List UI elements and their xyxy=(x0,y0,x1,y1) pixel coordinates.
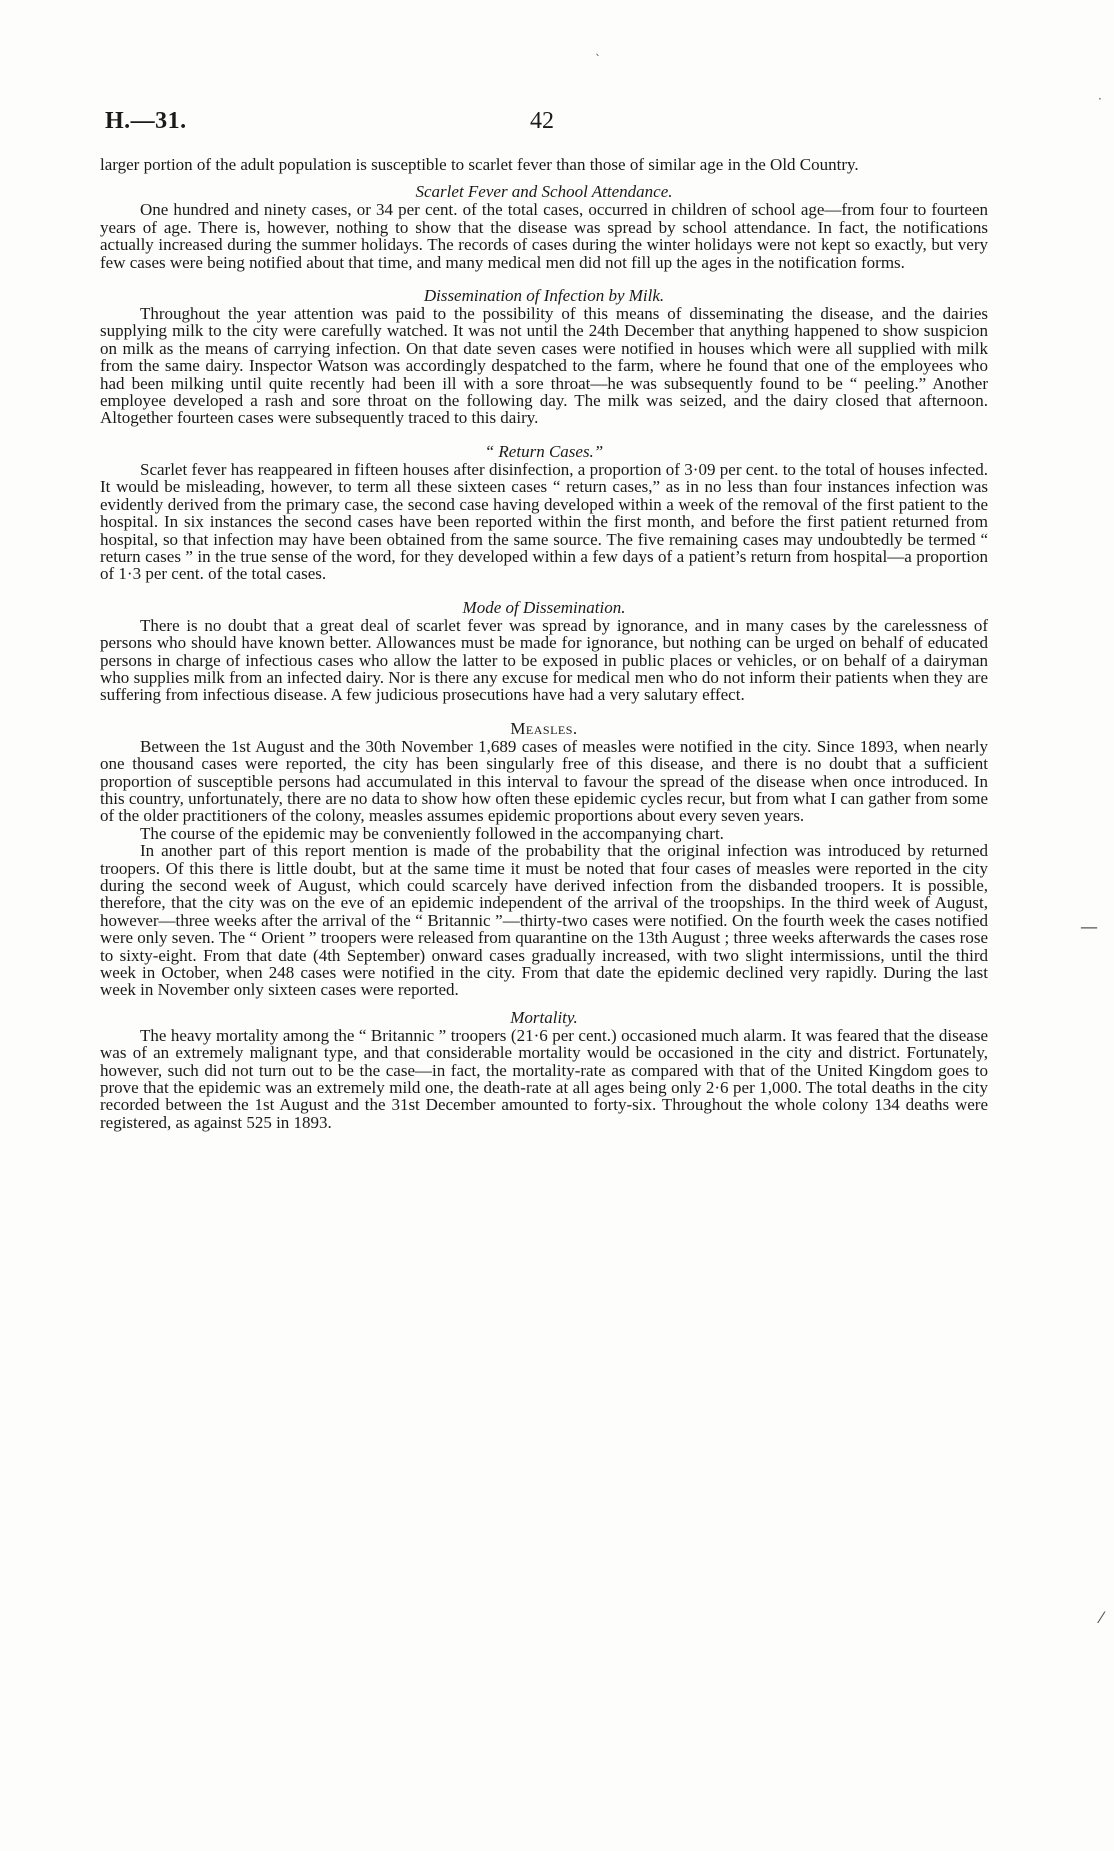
scan-mark-top-right: · xyxy=(1098,92,1102,106)
document-page xyxy=(100,108,988,1131)
section-heading-mortality: Mortality. xyxy=(510,1007,578,1027)
section-heading-return-cases: “ Return Cases.” xyxy=(484,441,604,461)
page-header xyxy=(100,108,988,146)
paragraph-measles-2: The course of the epidemic may be conveniently followed in the accompanying chart. xyxy=(140,823,724,843)
paragraph-continued: larger portion of the adult population is susceptible to scarlet fever than those of similar age in the Old Country. xyxy=(100,155,859,174)
scan-mark-right-dash: — xyxy=(1080,917,1098,938)
paragraph-school-attendance: One hundred and ninety cases, or 34 per cent. of the total cases, occurred in children of school age—from four to fourteen years of age. There is, however, nothing to show that the disease was spread by school attendance. In fact, the notifications actually increased during the summer holidays. The records of cases during the winter holidays were not kept so exactly, but very few cases were being notified about that time, and many medical men did not fill up the ages in the notification forms. xyxy=(100,200,988,272)
paragraph-measles-3: In another part of this report mention is made of the probability that the original infection was introduced by returned troopers. Of this there is little doubt, but at the same time it must be noted that four cases of measles were reported in the city during the second week of August, which could scarcely have derived infection from the disbanded troopers. It is possible, therefore, that the city was on the eve of an epidemic independent of the arrival of the troopships. In the third week of August, however—three weeks after the arrival of the “ Britannic ”—thirty-two cases were notified. On the fourth week the cases notified were only seven. The “ Orient ” troopers were released from quarantine on the 13th August ; three weeks afterwards the cases rose to sixty-eight. From that date (4th September) onward cases gradually increased, with two slight intermissions, until the third week in October, when 248 cases were notified in the city. From that date the epidemic declined very rapidly. During the last week in November only sixteen cases were reported. xyxy=(100,841,988,1000)
section-heading-school-attendance: Scarlet Fever and School Attendance. xyxy=(415,182,673,202)
section-heading-mode-of-dissemination: Mode of Dissemination. xyxy=(462,597,626,617)
paragraph-mortality: The heavy mortality among the “ Britannic ” troopers (21·6 per cent.) occasioned much alarm. It was feared that the disease was of an extremely malignant type, and that considerable mortality would be occasioned in the city and district. Fortunately, however, such did not turn out to be the case—in fact, the mortality-rate as compared with that of the United Kingdom goes to prove that the epidemic was an extremely mild one, the death-rate at all ages being only 2·6 per 1,000. The total deaths in the city recorded between the 1st August and the 31st December amounted to forty-six. Throughout the whole colony 134 deaths were registered, as against 525 in 1893. xyxy=(100,1025,988,1132)
page-number: 42 xyxy=(530,108,554,134)
paragraph-measles-1: Between the 1st August and the 30th November 1,689 cases of measles were notified in the city. Since 1893, when nearly one thousand cases were reported, the city has been singularly free of this disease, and there is no doubt that a sufficient proportion of susceptible persons had accumulated in this interval to favour the spread of the disease when once introduced. In this country, unfortunately, there are no data to show how often these epidemic cycles recur, but from what I can gather from some of the older practitioners of the colony, measles assumes epidemic proportions about every seven years. xyxy=(100,736,988,826)
paragraph-return-cases: Scarlet fever has reappeared in fifteen houses after disinfection, a proportion of 3·09 per cent. to the total of houses infected. It would be misleading, however, to term all these sixteen cases “ return cases,” as in no less than four instances infection was evidently derived from the primary case, the second case having developed within a week of the removal of the first patient to the hospital. In six instances the second cases have been reported within the first month, and before the first patient returned from hospital, so that infection may have been obtained from the same source. The five remaining cases may undoubtedly be termed “ return cases ” in the true sense of the word, for they developed within a few days of a patient’s return from hospital—a proportion of 1·3 per cent. of the total cases. xyxy=(100,459,988,584)
section-heading-milk: Dissemination of Infection by Milk. xyxy=(423,286,665,306)
document-reference: H.—31. xyxy=(105,108,187,134)
paragraph-mode-of-dissemination: There is no doubt that a great deal of scarlet fever was spread by ignorance, and in many cases by the carelessness of persons who should have known better. Allowances must be made for ignorance, but nothing can be urged on behalf of educated persons in charge of infectious cases who allow the latter to be exposed in public places or vehicles, or on behalf of a dairyman who supplies milk from an infected dairy. Nor is there any excuse for medical men who do not inform their patients when they are suffering from infectious disease. A few judicious prosecutions have had a very salutary effect. xyxy=(100,615,988,705)
paragraph-milk: Throughout the year attention was paid to the possibility of this means of disseminating the disease, and the dairies supplying milk to the city were carefully watched. It was not until the 24th December that anything happened to show suspicion on milk as the means of carrying infection. On that date seven cases were notified in houses which were all supplied with milk from the same dairy. Inspector Watson was accordingly despatched to the farm, where he found that one of the employees who had been milking until quite recently had been ill with a sore throat—he was subsequently found to be “ peeling.” Another employee developed a rash and sore throat on the following day. The milk was seized, and the dairy closed that afternoon. Altogether fourteen cases were subsequently traced to this dairy. xyxy=(100,304,988,428)
scan-mark-right-tick: ⁄ xyxy=(1100,1608,1103,1627)
scan-mark-top: ˎ xyxy=(595,42,601,56)
section-heading-measles: Measles. xyxy=(510,718,578,738)
